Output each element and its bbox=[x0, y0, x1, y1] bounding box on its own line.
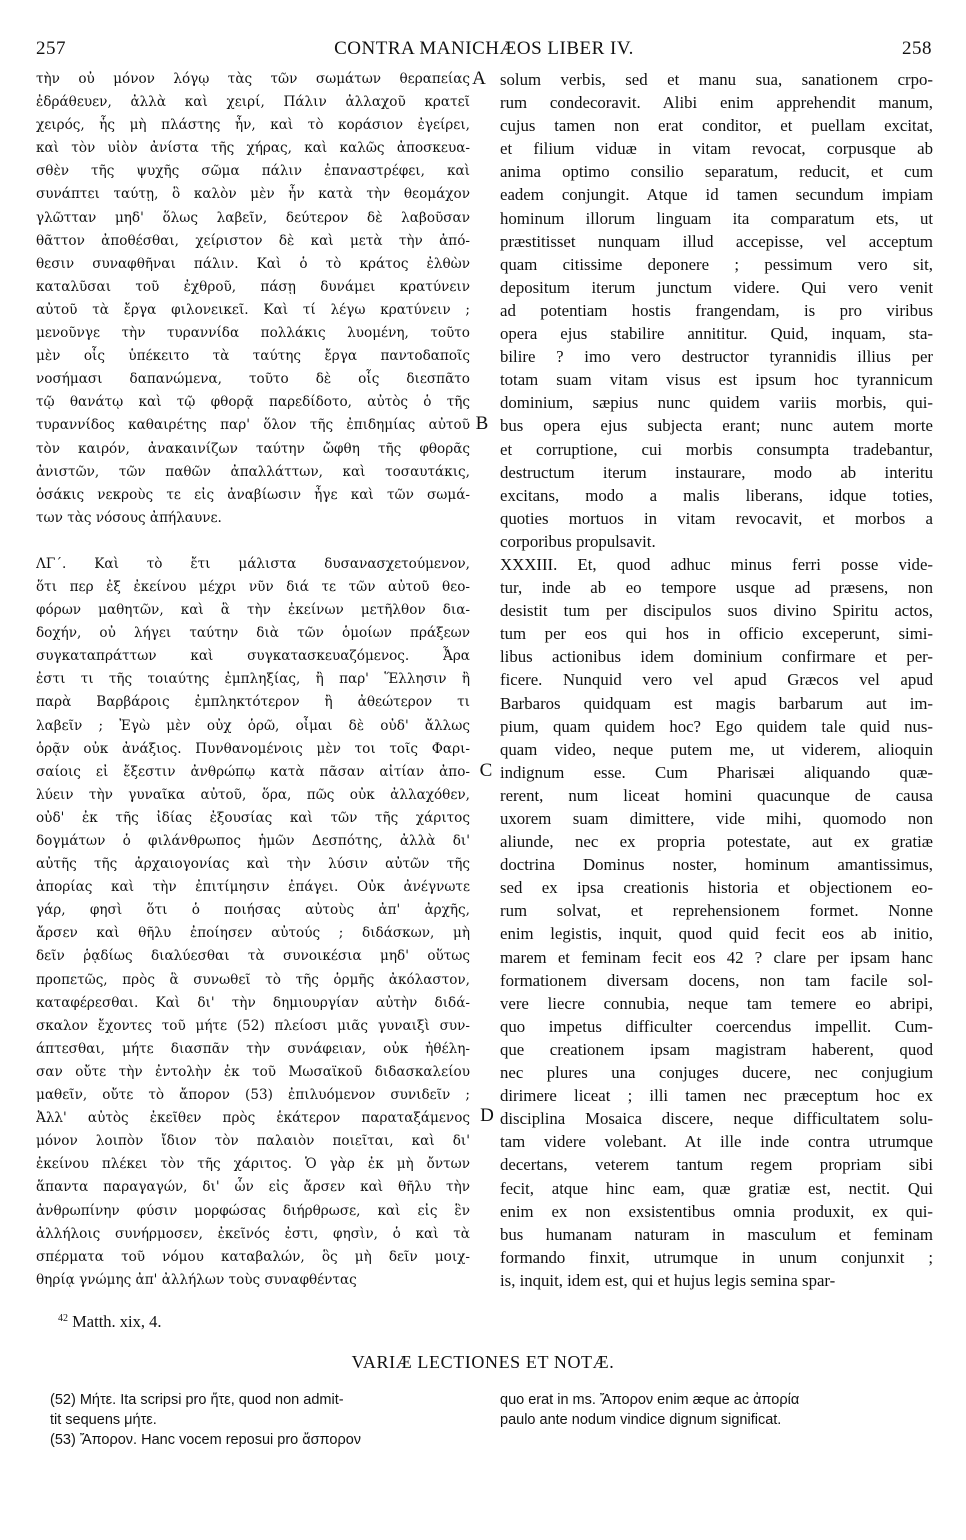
latin-text-line: tam videre volebant. At ille inde contra utrumque bbox=[500, 1132, 933, 1152]
greek-text-line: αὐτῆς τῆς ἀρχαιογονίας καὶ τὴν λύσιν αὐτῶν τῆς bbox=[36, 856, 470, 873]
latin-text-line: Barbaros quidquam est magis barbarum aut im- bbox=[500, 693, 933, 713]
note-line: (53) Ἄπορον. Hanc vocem reposui pro ἄσπορον bbox=[50, 1432, 362, 1448]
latin-text-line: excitans, modo a malis liberans, idque toties, bbox=[500, 485, 933, 505]
latin-text-line: rerent, num liceat homini quacunque de causa bbox=[500, 785, 933, 805]
note-line: paulo ante nodum vindice dignum significat. bbox=[500, 1412, 782, 1428]
greek-text-line: δεῖν ῥᾳδίως διαλύεσθαι τὰ συνοικέσια μηδ' οὕτως bbox=[36, 948, 470, 965]
latin-text-line: quoties mortuos in vitam revocavit, et morbos a bbox=[500, 508, 933, 528]
greek-text-line: προπετῶς, πρὸς ἃ συνωθεῖ τὸ τῆς ὁρμῆς ἀκόλαστον, bbox=[36, 971, 470, 988]
latin-text-line: libus actionibus idem dominium confirmare et per- bbox=[500, 647, 933, 667]
notes-left-column bbox=[50, 1390, 482, 1450]
latin-text-line: marem et feminam fecit eos 42 ? clare per ipsam hanc bbox=[500, 947, 933, 967]
greek-text-line: μόνον λοιπὸν ἴδιον τὸν παλαιὸν ποιεῖται, καὶ δι' bbox=[36, 1133, 470, 1150]
greek-text-line: συνάπτει ταύτῃ, ὃ καλὸν μὲν ἦν κατὰ τὴν θεομάχον bbox=[36, 186, 470, 203]
latin-text-line: nec plures una conjuges ducere, nec conjugium bbox=[500, 1063, 933, 1083]
greek-text-line: ἄρσεν καὶ θῆλυ ἐποίησεν αὐτούς ; διδάσκων, μὴ bbox=[36, 925, 470, 942]
greek-text-line: ὅτι περ ἐξ ἐκείνου μέχρι νῦν διά τε τῶν αὐτοῦ θεο- bbox=[36, 578, 470, 595]
latin-text-line: disciplina Mosaica discere, neque difficultatem solu- bbox=[500, 1109, 933, 1129]
latin-column bbox=[500, 68, 933, 1292]
margin-letter-b: B bbox=[475, 413, 489, 434]
note-line: (52) Μήτε. Ita scripsi pro ἤτε, quod non admit- bbox=[50, 1392, 344, 1408]
latin-text-line: is, inquit, idem est, qui et hujus legis semina spar- bbox=[500, 1270, 836, 1290]
greek-text-line: μενοῦνγε τὴν τυραννίδα πολλάκις λυομένη, τοῦτο bbox=[36, 325, 470, 342]
greek-text-line: ὁρᾷν οὐκ ἀνάξιος. Πυνθανομένοις μὲν τοι τοῖς Φαρι- bbox=[36, 740, 470, 757]
page-number-left: 257 bbox=[36, 38, 66, 59]
greek-text-line: σαν οὔτε τὴν ἐντολὴν ἐκ τοῦ Μωσαϊκοῦ διδασκαλείου bbox=[36, 1063, 470, 1080]
latin-text-line: doctrina Dominus noster, hominum amantissimus, bbox=[500, 855, 933, 875]
footnote-text: Matth. xix, 4. bbox=[72, 1312, 162, 1331]
latin-text-line: eadem conjungit. Atque id tamen secundum impiam bbox=[500, 185, 933, 205]
latin-text-line: tur, inde ab eo tempore usque ad præsens, non bbox=[500, 578, 933, 598]
greek-text-line: λύειν τὴν γυναῖκα αὐτοῦ, ὅρα, πῶς οὐκ ἀλλαχόθεν, bbox=[36, 786, 470, 803]
greek-text-line: σθὲν τῆς ψυχῆς σῶμα πάλιν ἐπαναστρέφει, καὶ bbox=[36, 163, 470, 180]
margin-letter-c: C bbox=[479, 760, 493, 781]
latin-text-line: sed ex ipsa creationis historia et objectionem eo- bbox=[500, 878, 933, 898]
latin-text-line: bus humanam naturam in masculum et feminam bbox=[500, 1224, 933, 1244]
greek-text-line: ἀνθρωπίνην φύσιν μορφώσας διήρθρωσε, καὶ εἰς ἓν bbox=[36, 1202, 470, 1219]
latin-text-line: bus opera ejus subjecta erant; nunc autem morte bbox=[500, 416, 933, 436]
latin-text-line: rum solvat, et reprehensionem formet. Nonne bbox=[500, 901, 933, 921]
greek-text-line: τῷ θανάτῳ καὶ τῷ φθορᾷ παρεδίδοτο, αὐτὸς ὁ τῆς bbox=[36, 394, 470, 411]
latin-text-line: hominum illorum linguam ita comparatum ets, ut bbox=[500, 208, 933, 228]
latin-text-line: tum per eos qui hos in officio exceperunt, simi- bbox=[500, 624, 933, 644]
greek-text-line: θεσιν συναφθῆναι πάλιν. Καὶ ὁ τὸ κράτος ἐλθὼν bbox=[36, 255, 470, 272]
greek-text-line: ὁσάκις νεκροὺς τε εἰς ἀναβίωσιν ἦγε καὶ τῶν σωμά- bbox=[36, 486, 470, 503]
footnote bbox=[58, 1312, 162, 1332]
greek-text-line: γάρ, φησὶ ὅτι ὁ ποιήσας αὐτοὺς ἀπ' ἀρχῆς, bbox=[36, 902, 470, 919]
latin-text-line: dirimere liceat ; illi tamen nec præceptum hoc ex bbox=[500, 1086, 933, 1106]
greek-text-line: φόρων μαθητῶν, καὶ ἃ τὴν ἐκείνων μετῆλθον δια- bbox=[36, 602, 470, 619]
greek-text-line: τὸν καιρόν, ἀνακαινίζων ταύτην ὤφθη τῆς φθορᾶς bbox=[36, 440, 470, 457]
greek-text-line: αὐτοῦ τὰ ἔργα φιλονεικεῖ. Καὶ τί λέγω κρατύνειν ; bbox=[36, 301, 470, 318]
greek-text-line: σαίοις εἰ ἔξεστιν ἀνθρώπῳ κατὰ πᾶσαν αἰτίαν ἀπο- bbox=[36, 763, 470, 780]
greek-text-line: καὶ τὸν υἱὸν ἀνίστα τῆς χήρας, καὶ καλῶς ἀποσκευα- bbox=[36, 140, 470, 157]
greek-text-line: θηρίᾳ γνώμης ἀπ' ἀλλήλων τοὺς συναφθέντας bbox=[36, 1271, 357, 1288]
latin-text-line: corporibus propulsavit. bbox=[500, 531, 656, 551]
latin-text-line: ficere. Nunquid vero vel apud Græcos vel apud bbox=[500, 670, 933, 690]
latin-text-line: que creationem ipsam magistram haberent, quod bbox=[500, 1039, 933, 1059]
greek-text-line: μαθεῖν, οὔτε τὸ ἄπορον (53) ἐπιλυόμενον συνιδεῖν ; bbox=[36, 1087, 470, 1104]
latin-text-line: vere liecre connubia, neque tam temere eo abripi, bbox=[500, 993, 933, 1013]
latin-text-line: quam citissime deponere ; pessimum vero sit, bbox=[500, 254, 933, 274]
footnote-number: 42 bbox=[58, 1313, 68, 1324]
latin-text-line: uxorem suam dimittere, vide mihi, quomodo non bbox=[500, 809, 933, 828]
greek-text-line: τυραννίδος καθαιρέτης παρ' ὅλον τῆς ἐπιδημίας αὐτοῦ bbox=[36, 417, 470, 434]
latin-text-line: pium, quam quidem hoc? Ego quidem tale quid nus- bbox=[500, 716, 933, 736]
latin-text-line: anima optimo consilio separatum, reducit, et cum bbox=[500, 162, 933, 182]
greek-text-line: ἀπορίας καὶ τὴν ἐπιτίμησιν ἐπάγει. Οὐκ ἀνέγνωτε bbox=[36, 879, 470, 896]
variae-lectiones-title: VARIÆ LECTIONES ET NOTÆ. bbox=[351, 1352, 615, 1372]
latin-text-line: cujus tamen non erat conditor, et puellam excitat, bbox=[500, 116, 933, 136]
greek-text-line: δογμάτων ὁ φιλάνθρωπος ἡμῶν Δεσπότης, ἀλλὰ δι' bbox=[36, 833, 470, 849]
latin-text-line: quam video, neque putem me, ut viderem, alioquin bbox=[500, 739, 933, 759]
page-number-right: 258 bbox=[902, 38, 932, 59]
greek-text-line: ἐδράθευεν, ἀλλὰ καὶ χειρί, Πάλιν ἀλλαχοῦ κρατεῖ bbox=[36, 94, 470, 111]
latin-text-line: formando finxit, utrumque in unum conjunxit ; bbox=[500, 1247, 933, 1267]
greek-text-line: τὴν οὐ μόνον λόγῳ τὰς τῶν σωμάτων θεραπείας bbox=[36, 71, 470, 87]
latin-text-line: et filium viduæ in vitam revocat, corpusque ab bbox=[500, 139, 933, 159]
greek-text-line: γλῶτταν μηδ' ὅλως λαβεῖν, δεύτερον δὲ λαβοῦσαν bbox=[36, 209, 470, 226]
greek-text-line: ἐστι τι τῆς τοιαύτης ἐμπληξίας, ἢ παρ' Ἕλλησιν ἢ bbox=[36, 671, 470, 688]
latin-text-line: totam suam vitam visus est ipsum hoc tyrannicum bbox=[500, 370, 933, 390]
greek-text-line: λαβεῖν ; Ἐγὼ μὲν οὐχ ὁρῶ, οἶμαι δὲ οὐδ' ἄλλως bbox=[36, 717, 470, 734]
margin-letter-d: D bbox=[480, 1105, 494, 1126]
latin-text-line: quo impetus difficulter coercendus impellit. Cum- bbox=[500, 1016, 933, 1036]
latin-text-line: solum verbis, sed et manu sua, sanationem crpo- bbox=[500, 70, 933, 89]
latin-text-line: ad potentiam hostis frangendam, is pro viribus bbox=[500, 300, 933, 320]
latin-text-line: indignum esse. Cum Pharisæi aliquando quæ- bbox=[500, 762, 933, 782]
greek-column bbox=[36, 68, 470, 1292]
greek-text-line bbox=[36, 530, 470, 553]
latin-text-line: destructum iterum instaurare, modo ab interitu bbox=[500, 462, 933, 482]
greek-text-line: δοχήν, οὐ λήγει ταύτην διὰ τῶν ὁμοίων πράξεων bbox=[36, 625, 470, 642]
latin-text-line: et corruptione, cui morbis consumpta tradebantur, bbox=[500, 439, 933, 459]
greek-text-line: ἀλλήλοις συνήρμοσεν, ἐκεῖνός ἐστι, φησὶν, ὁ καὶ τὰ bbox=[36, 1225, 470, 1242]
latin-text-line: aliunde, nec ex propria potestate, aut ex gratiæ bbox=[500, 832, 933, 852]
margin-letter-a: A bbox=[472, 68, 486, 89]
greek-text-line: καταφέρεσθαι. Καὶ δι' τὴν δημιουργίαν αὐτὴν διδά- bbox=[36, 994, 470, 1011]
greek-text-line: νοσήμασι δαπανώμενα, τοῦτο δὲ οἷς διεσπᾶτο bbox=[36, 371, 470, 388]
greek-text-line: σκαλον ἔχοντες τοῦ μήτε (52) πλείοσι μιᾶς γυναιξὶ συν- bbox=[36, 1017, 470, 1034]
greek-text-line: σπέρματα τοῦ νόμου καταβαλών, ὃς μὴ δεῖν μοιχ- bbox=[36, 1248, 470, 1265]
latin-text-line: decertans, veterem tantum regem propriam sibi bbox=[500, 1155, 933, 1175]
latin-text-line: formationem diversam docens, non tam facile sol- bbox=[500, 970, 933, 990]
notes-right-column bbox=[500, 1390, 932, 1430]
latin-text-line: desistit tum per discipulos suos divino Spiritu actos, bbox=[500, 601, 933, 621]
latin-text-line: enim ex non exsistentibus omnia produxit, ex qui- bbox=[500, 1201, 933, 1221]
greek-text-line: οὐδ' ἐκ τῆς ἰδίας ἐξουσίας καὶ τῶν τῆς χάριτος bbox=[36, 809, 470, 826]
latin-text-line: præstitisset nunquam illud accepisse, vel acceptum bbox=[500, 231, 933, 251]
running-title: CONTRA MANICHÆOS LIBER IV. bbox=[334, 38, 634, 59]
greek-text-line: χειρός, ἧς μὴ πλάστης ἦν, καὶ τὸ κοράσιον ἐγείρει, bbox=[36, 117, 470, 134]
latin-text-line: rum condecoravit. Alibi enim apprehendit manum, bbox=[500, 93, 933, 113]
greek-text-line: παρὰ Βαρβάροις ἐμπληκτότερον ἢ ἀθεώτερον τι bbox=[36, 694, 470, 711]
greek-text-line: των τὰς νόσους ἀπήλαυνε. bbox=[36, 509, 222, 526]
latin-text-line: fecit, atque hinc eam, quæ gratiæ est, nectit. Qui bbox=[500, 1178, 933, 1198]
greek-text-line: ΛΓ΄. Καὶ τὸ ἔτι μάλιστα δυσανασχετούμενον, bbox=[36, 555, 470, 572]
greek-text-line: συγκαταπράττων καὶ συγκατασκευαζόμενος. Ἆρα bbox=[36, 648, 470, 665]
greek-text-line: Ἀλλ' αὐτὸς ἐκεῖθεν πρὸς ἑκάτερον παραταξάμενος bbox=[36, 1110, 470, 1127]
latin-text-line: depositum iterum junctum videre. Qui vero venit bbox=[500, 277, 933, 297]
greek-text-line: άπτεσθαι, μήτε διασπᾶν τὴν συνάφειαν, οὐκ ἠθέλη- bbox=[36, 1040, 470, 1057]
latin-text-line: enim legistis, inquit, quod quid fecit eos ab initio, bbox=[500, 924, 933, 944]
page-header bbox=[36, 38, 932, 60]
note-line: tit sequens μήτε. bbox=[50, 1412, 157, 1428]
greek-text-line: καταλῦσαι τοῦ ἐχθροῦ, πάσῃ δυνάμει κρατύνειν bbox=[36, 278, 470, 295]
greek-text-line: θᾶττον ἀποθέσθαι, χείριστον δὲ καὶ μετὰ τὴν ἀπό- bbox=[36, 232, 470, 249]
latin-text-line: dominium, sæpius nunc quidem variis morbis, qui- bbox=[500, 393, 933, 413]
greek-text-line: ἀνιστῶν, τῶν παθῶν ἀπαλλάττων, καὶ τοσαυτάκις, bbox=[36, 463, 470, 480]
note-line: quo erat in ms. Ἄπορον enim æque ac ἀπορία bbox=[500, 1392, 800, 1408]
greek-text-line: ἅπαντα παραγαγών, δι' ὧν εἰς ἄρσεν καὶ θῆλυ τὴν bbox=[36, 1179, 470, 1196]
greek-text-line: ἐκείνου πλέκει τὸν τῆς χάριτος. Ὁ γὰρ ἐκ μὴ ὄντων bbox=[36, 1156, 470, 1173]
greek-text-line: μὲν οἷς ὑπέκειτο τὰ ταύτης ἔργα παντοδαποῖς bbox=[36, 348, 470, 365]
latin-text-line: XXXIII. Et, quod adhuc minus ferri posse vide- bbox=[500, 554, 933, 574]
latin-text-line: opera ejus stabilire annititur. Quid, inquam, sta- bbox=[500, 324, 933, 344]
latin-text-line: bilire ? imo vero destructor tyrannidis illius per bbox=[500, 347, 933, 367]
